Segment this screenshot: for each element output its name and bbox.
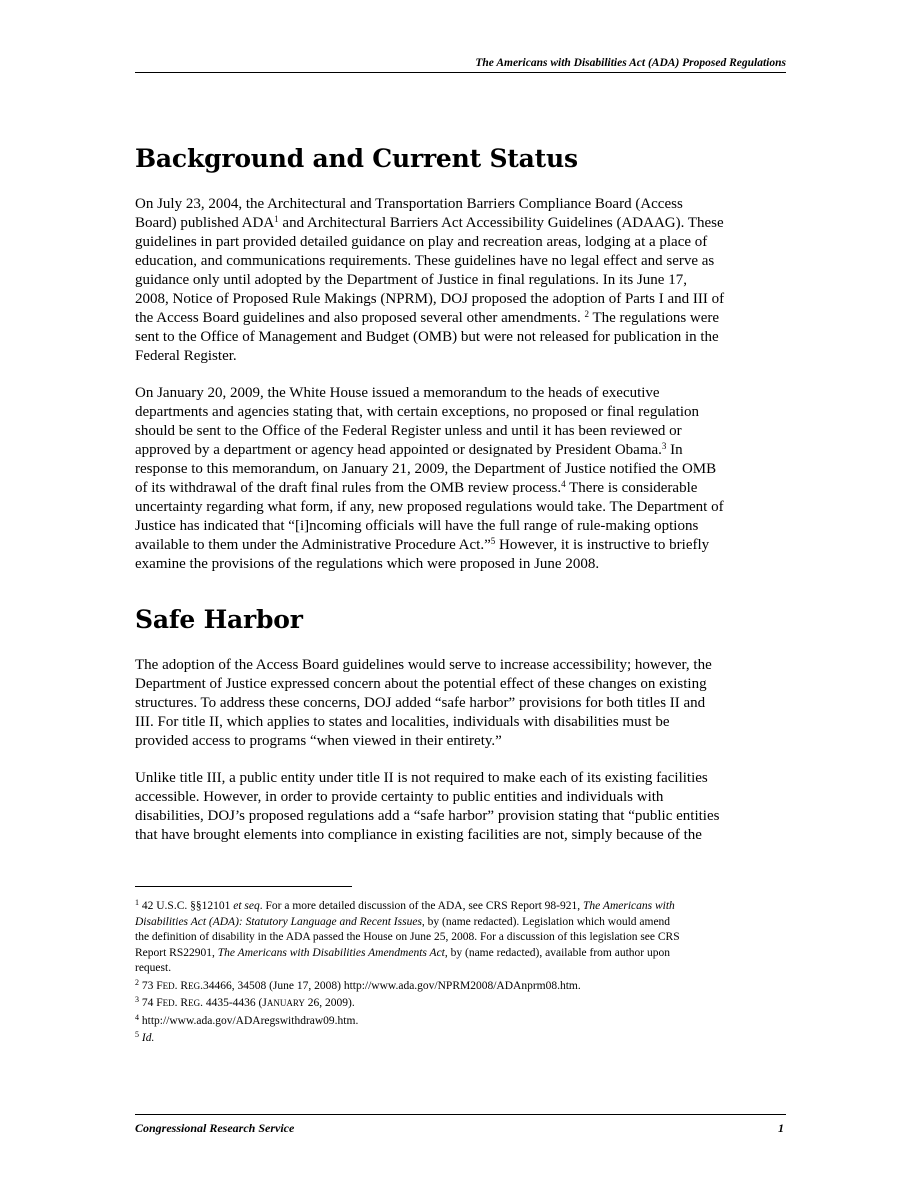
footnote-ref-4[interactable]: 4 [561,479,566,489]
footnotes [135,899,786,1049]
footnote-2: $^2$ 73 FED. REG.34466, 34508 (June 17, 2008) http://www.ada.gov/NPRM2008/ADAnprm08.htm. [135,977,581,992]
footer-rule [135,1114,786,1115]
paragraph-background-2: On January 20, 2009, the White House issued a memorandum to the heads of executive departments and agencies stating that, with certain exceptions, no proposed or final regulation should be sent to the Office of the Federal Register unless and until it has been reviewed or approved by a department or agency head appointed or designated by President Obama.$^3$ In response to this memorandum, on January 21, 2009, the Department of Justice notified the OMB of its withdrawal of the draft final rules from the OMB review process.$^4$ There is considerable uncertainty regarding what form, if any, new proposed regulations would take. The Department of Justice has indicated that “[i]ncoming officials will have the full range of rule-making options available to them under the Administrative Procedure Act.”$^5$ However, it is instructive to briefly examine the provisions of the regulations which were proposed in June 2008. [135,385,724,572]
footnote-5: $^5$ Id. [135,1030,155,1044]
footnote-3: $^3$ 74 FED. REG. 4435-4436 (JANUARY 26, 2009). [135,995,355,1009]
footnote-ref-2[interactable]: 2 [584,309,589,319]
footer-publisher: Congressional Research Service [135,1121,295,1135]
footnote-1: $^1$ 42 U.S.C. §§12101 et seq. For a more detailed discussion of the ADA, see CRS Report 98-921, The Americans with Disabilities Act (ADA): Statutory Language and Recent Issues, by (name redacted). Legislation which would amend the definition of disability in the ADA passed the House on June 25, 2008. For a discussion of this legislation see CRS Report RS22901, The Americans with Disabilities Amendments Act, by (name redacted), available from author upon request. [135,898,680,974]
page-number: 1 [778,1121,784,1135]
footnote-4: $^4$ http://www.ada.gov/ADAregswithdraw09.htm. [135,1012,359,1027]
paragraph-background-1: On July 23, 2004, the Architectural and Transportation Barriers Compliance Board (Access Board) published ADA$^1$ and Architectural Barriers Act Accessibility Guidelines (ADAAG). These guidelines in part provided detailed guidance on play and recreation areas, lodging at a place of education, and communications requirements. These guidelines have no legal effect and serve as guidance only until adopted by the Department of Justice in final regulations. In its June 17, 2008, Notice of Proposed Rule Makings (NPRM), DOJ proposed the adoption of Parts I and III of the Access Board guidelines and also proposed several other amendments. $^2$ The regulations were sent to the Office of Management and Budget (OMB) but were not released for publication in the Federal Register. [135,196,725,364]
footnote-ref-1[interactable]: 1 [274,214,279,224]
section-heading-background: Background and Current Status [135,144,578,173]
paragraph-safe-harbor-1: The adoption of the Access Board guidelines would serve to increase accessibility; however, the Department of Justice expressed concern about the potential effect of these changes on existing structures. To address these concerns, DOJ added “safe harbor” provisions for both titles II and III. For title II, which applies to states and localities, individuals with disabilities must be provided access to programs “when viewed in their entirety.” [135,657,712,749]
footnote-ref-3[interactable]: 3 [661,441,667,451]
footnote-ref-5[interactable]: 5 [490,536,496,546]
footnote-separator [135,886,352,887]
section-heading-safe-harbor: Safe Harbor [135,605,303,634]
running-header: The Americans with Disabilities Act (ADA) Proposed Regulations [135,57,786,73]
paragraph-safe-harbor-2: Unlike title III, a public entity under title II is not required to make each of its existing facilities accessible. However, in order to provide certainty to public entities and individuals with disabilities, DOJ’s proposed regulations add a “safe harbor” provision stating that “public entities that have brought elements into compliance in existing facilities are not, simply because of the [135,770,720,843]
